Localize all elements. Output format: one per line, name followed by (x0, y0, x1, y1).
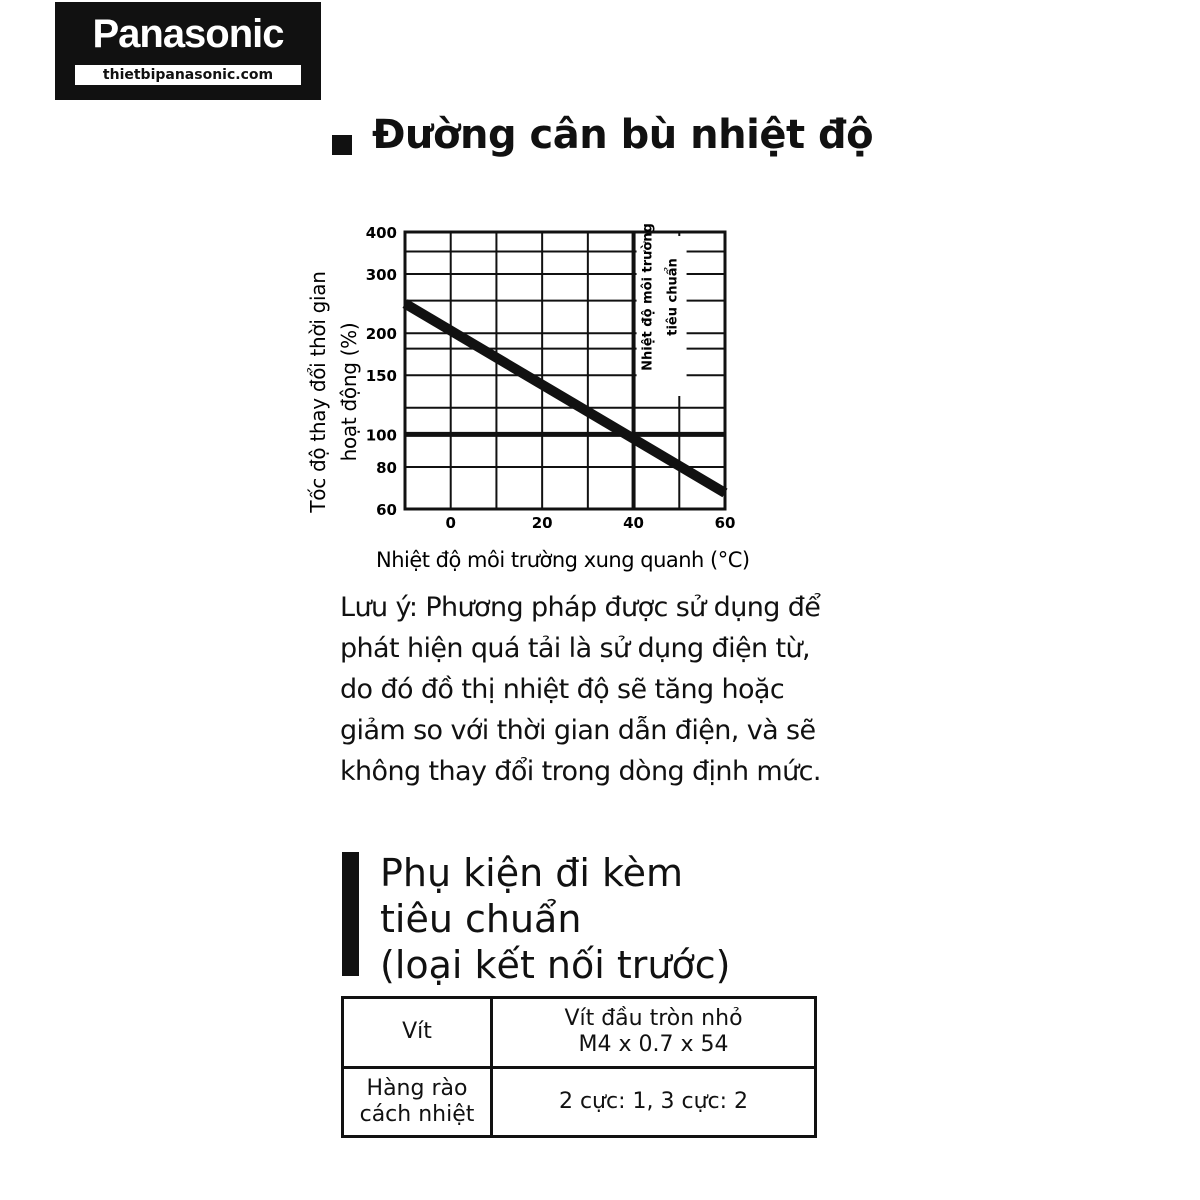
cell-line: cách nhiệt (359, 1101, 475, 1127)
logo-website: thietbipanasonic.com (75, 65, 301, 85)
table-cell-value (492, 1067, 816, 1137)
x-tick-label: 60 (714, 514, 736, 532)
y-tick-label: 150 (365, 367, 397, 386)
standard-temperature-label: tiêu chuẩn (665, 258, 681, 336)
logo-brand: Panasonic (92, 12, 284, 56)
x-tick-label: 40 (623, 514, 645, 532)
y-axis-label: hoạt động (%) (337, 322, 361, 462)
y-tick-label: 300 (365, 266, 397, 285)
accessories-table (341, 996, 817, 1138)
accessories-title-line: (loại kết nối trước) (380, 943, 731, 987)
cell-line: Vít đầu tròn nhỏ (564, 1006, 743, 1032)
y-tick-label: 200 (365, 325, 397, 344)
table-cell-value (492, 998, 816, 1068)
x-tick-label: 0 (445, 514, 456, 532)
table-cell-label (343, 998, 492, 1068)
accessories-title-line: Phụ kiện đi kèm (380, 851, 684, 895)
table-row (343, 998, 816, 1068)
note-line: do đó đồ thị nhiệt độ sẽ tăng hoặc (340, 674, 785, 705)
section-title: Đường cân bù nhiệt độ (372, 112, 874, 158)
x-axis-label: Nhiệt độ môi trường xung quanh (°C) (376, 548, 750, 572)
accessories-title-bar (342, 852, 359, 976)
accessories-title-line: tiêu chuẩn (380, 897, 582, 941)
y-axis-label: Tốc độ thay đổi thời gian (306, 271, 330, 513)
standard-temperature-label: Nhiệt độ môi trường (640, 223, 656, 371)
note-line: giảm so với thời gian dẫn điện, và sẽ (340, 715, 816, 746)
note-line: Lưu ý: Phương pháp được sử dụng để (340, 592, 821, 623)
table-row (343, 1067, 816, 1137)
y-tick-label: 80 (376, 458, 397, 477)
accessories-title (380, 850, 730, 988)
y-tick-label: 400 (365, 224, 397, 242)
y-tick-label: 100 (365, 426, 397, 445)
cell-line: Hàng rào (366, 1075, 468, 1101)
y-tick-label: 60 (376, 501, 397, 519)
note-line: phát hiện quá tải là sử dụng điện từ, (340, 633, 810, 664)
cell-line: M4 x 0.7 x 54 (578, 1032, 729, 1058)
table-cell-label (343, 1067, 492, 1137)
x-tick-label: 20 (531, 514, 553, 532)
note-paragraph (340, 587, 840, 792)
cell-line: 2 cực: 1, 3 cực: 2 (558, 1088, 749, 1114)
cell-line: Vít (402, 1019, 432, 1045)
note-line: không thay đổi trong dòng định mức. (340, 756, 821, 787)
